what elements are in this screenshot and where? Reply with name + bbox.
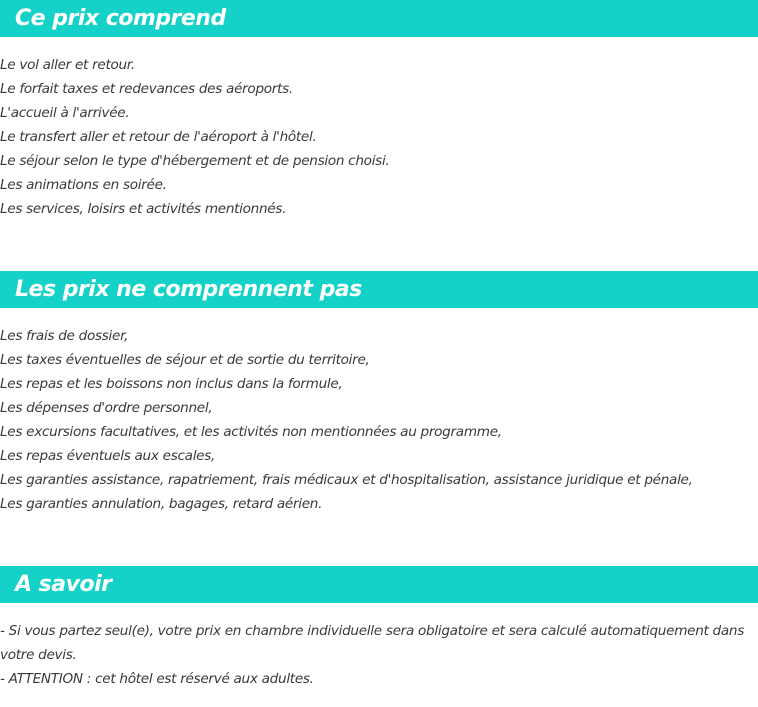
section-title-good-to-know: A savoir <box>0 566 758 603</box>
list-item: Les excursions facultatives, et les activités non mentionnées au programme, <box>0 424 502 440</box>
list-item: L'accueil à l'arrivée. <box>0 105 130 121</box>
list-item: Les frais de dossier, <box>0 328 129 344</box>
section-title-price-includes: Ce prix comprend <box>0 0 758 37</box>
price-includes-list <box>0 53 758 221</box>
section-title-price-excludes: Les prix ne comprennent pas <box>0 271 758 308</box>
list-item: Les dépenses d'ordre personnel, <box>0 400 213 416</box>
good-to-know-list <box>0 619 758 691</box>
list-item: Les taxes éventuelles de séjour et de sortie du territoire, <box>0 352 370 368</box>
list-item: Les animations en soirée. <box>0 177 167 193</box>
list-item: Le vol aller et retour. <box>0 57 135 73</box>
list-item: Le transfert aller et retour de l'aéroport à l'hôtel. <box>0 129 317 145</box>
list-item: Les repas et les boissons non inclus dans la formule, <box>0 376 343 392</box>
list-item: Les repas éventuels aux escales, <box>0 448 216 464</box>
list-item: Les services, loisirs et activités mentionnés. <box>0 201 287 217</box>
list-item: - Si vous partez seul(e), votre prix en chambre individuelle sera obligatoire et sera calculé automatiquement dans votre devis. <box>0 623 745 663</box>
list-item: Les garanties assistance, rapatriement, frais médicaux et d'hospitalisation, assistance juridique et pénale, <box>0 472 693 488</box>
list-item: Les garanties annulation, bagages, retard aérien. <box>0 496 323 512</box>
list-item: Le séjour selon le type d'hébergement et de pension choisi. <box>0 153 390 169</box>
price-excludes-list <box>0 324 758 516</box>
list-item: - ATTENTION : cet hôtel est réservé aux adultes. <box>0 671 314 687</box>
list-item: Le forfait taxes et redevances des aéroports. <box>0 81 293 97</box>
